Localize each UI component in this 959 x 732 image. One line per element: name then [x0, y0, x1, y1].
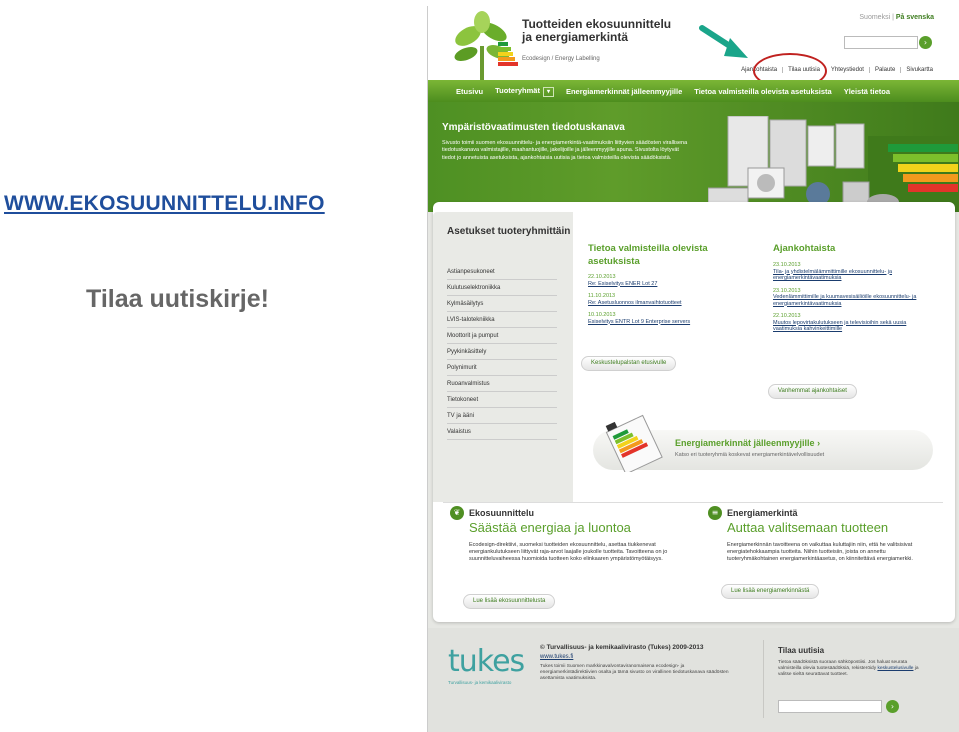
sidebar-item-cooking[interactable]: Ruoanvalmistus [447, 376, 557, 392]
subscribe-email-input[interactable] [778, 700, 882, 713]
sidebar-item-computers[interactable]: Tietokoneet [447, 392, 557, 408]
prep-link-1[interactable]: Re: Esiselvitys ENER Lot 27 [588, 280, 658, 287]
nav-home[interactable]: Etusivu [456, 86, 484, 96]
energy-scale-icon [498, 42, 518, 74]
main-content-panel [433, 202, 955, 622]
website-url-text[interactable]: WWW.EKOSUUNNITTELU.INFO [4, 192, 325, 215]
sidebar-item-tv-audio[interactable]: TV ja ääni [447, 408, 557, 424]
prep-date-1: 22.10.2013 [588, 274, 616, 280]
lang-finnish-link[interactable]: Suomeksi [859, 14, 891, 21]
chevron-right-icon: › [817, 438, 821, 448]
footer-subscribe-heading: Tilaa uutisia [778, 646, 825, 655]
site-subtitle: Ecodesign / Energy Labelling [522, 56, 600, 62]
news-link-2[interactable]: Vedenlämmittimille ja kuumavesisäiliöille ekosuunnittelu- ja energiamerkintävaatimuksia [773, 294, 917, 307]
search-go-icon[interactable]: › [919, 36, 932, 49]
news-list [773, 262, 923, 339]
news-date-2: 23.10.2013 [773, 287, 801, 294]
section-divider [443, 502, 943, 503]
footer-subscribe-text-b: ja valitse sieltä seurattavat tuotteet. [778, 666, 919, 678]
nav-product-groups[interactable] [495, 86, 554, 97]
energy-banner-subtitle: Katso eri tuoteryhmiä koskevat energiamerkintävelvollisuudet [675, 452, 825, 458]
preparation-title[interactable]: Tietoa valmisteilla olevista asetuksista [588, 243, 708, 267]
ecodesign-text: Ecodesign-direktiivi, suomeksi tuotteiden ekosuunnittelu, asettaa tiukkenevat energiankulutukseen liittyvät raja-arvot laajalle joukolle tuotteita. Tavoitteena on jo suunnitteluvaiheessa huomioida tuotteen koko elinkaaren ympäristömyötäisyys. [469, 542, 668, 562]
footer-divider [763, 640, 764, 718]
energy-banner-title [675, 438, 820, 448]
nav-general[interactable]: Yleistä tietoa [843, 86, 890, 96]
prep-date-2: 11.10.2013 [588, 293, 616, 299]
product-group-list [447, 264, 557, 440]
footer-forum-link[interactable]: keskustelusivulle [877, 666, 914, 672]
search-input[interactable] [844, 36, 918, 49]
sidebar-title: Asetukset tuoteryhmittäin [447, 226, 571, 237]
appliances-image-icon [708, 116, 958, 212]
news-date-1: 23.10.2013 [773, 262, 801, 268]
lang-swedish-link[interactable]: På svenska [895, 14, 934, 21]
sidebar-item-laundry[interactable]: Pyykinkäsittely [447, 344, 557, 360]
toplink-feedback[interactable]: Palaute [870, 67, 901, 73]
chevron-down-icon[interactable]: ▾ [543, 87, 554, 97]
hero-title: Ympäristövaatimusten tiedotuskanava [442, 122, 625, 133]
energy-scale-round-icon: ≡ [708, 506, 722, 520]
nav-energy-labels[interactable]: Energiamerkinnät jälleenmyyjille [565, 86, 683, 96]
prep-link-3[interactable]: Esiselvitys ENTR Lot 9 Enterprise servers [588, 318, 691, 325]
footer-subscribe-text-a: Tietoa säädöksistä suoraan sähköpostiisi. Jos haluat seurata valmisteilla olevia tuotesäädöksiä, rekisteröidy [778, 660, 908, 672]
nav-preparation[interactable]: Tietoa valmisteilla olevista asetuksista [694, 86, 832, 96]
annotation-arrow-icon [698, 22, 758, 62]
prep-link-2[interactable]: Re: Asetusluonnos ilmanvaihtotuotteet [588, 299, 682, 306]
sidebar-item-dishwashers[interactable]: Astianpesukoneet [447, 264, 557, 280]
news-link-3[interactable]: Muutos lepovirtakulutukseen ja televisioihin sekä uusia vaatimuksia kahvinkeittimille [773, 319, 907, 332]
news-link-1[interactable]: Tila- ja yhdistelmälämmittimille ekosuunnittelu- ja energiamerkintävaatimuksia [773, 268, 893, 281]
sidebar-item-lighting[interactable]: Valaistus [447, 424, 557, 440]
toplink-news[interactable]: Ajankohtaista [736, 67, 783, 73]
footer-tukes-link[interactable]: www.tukes.fi [540, 654, 574, 660]
toplink-contact[interactable]: Yhteystiedot [826, 67, 870, 73]
main-navigation [428, 80, 959, 102]
website-screenshot [427, 6, 959, 732]
subscribe-go-icon[interactable]: › [886, 700, 899, 713]
sidebar-item-hvac[interactable]: LVIS-talotekniikka [447, 312, 557, 328]
toplink-subscribe[interactable]: Tilaa uutisia [783, 67, 826, 73]
energylabel-subheading: Auttaa valitsemaan tuotteen [727, 520, 889, 535]
sidebar-item-motors-pumps[interactable]: Moottorit ja pumput [447, 328, 557, 344]
tukes-logo-subtitle: Turvallisuus- ja kemikaalivirasto [448, 680, 512, 685]
footer-text: Tukes toimii Suomen markkinavalvontaviranomaisena ecodesign- ja energiamerkintädirektiivien osalta ja tämä sivusto on virallinen tiedotuskanava säädösten asettamista vaatimuksista. [540, 664, 729, 682]
subscribe-prompt: Tilaa uutiskirje! [86, 285, 269, 313]
leaf-icon: ❦ [450, 506, 464, 520]
energylabel-text: Energiamerkinnän tavoitteena on vaikuttaa kuluttajiin niin, että he valitsisivat energiatehokkaampia tuotteita. Niihin tuotteisiin, joista on annettu tuoteryhmäkohtainen energiamerkintäasetus, on kiinnitettävä energiamerkki. [727, 542, 913, 562]
language-switch: Suomeksi | På svenska [859, 14, 934, 21]
prep-date-3: 10.10.2013 [588, 312, 616, 318]
energy-label-icon [603, 412, 663, 472]
energy-banner-title-text: Energiamerkinnät jälleenmyyjille [675, 438, 815, 448]
footer-copyright: © Turvallisuus- ja kemikaalivirasto (Tukes) 2009-2013 [540, 644, 704, 651]
preparation-list [588, 274, 748, 331]
sidebar-item-consumer-electronics[interactable]: Kulutuselektroniikka [447, 280, 557, 296]
energylabel-heading: Energiamerkintä [727, 508, 798, 518]
ecodesign-subheading: Säästää energiaa ja luontoa [469, 520, 631, 535]
site-header [428, 6, 959, 80]
ecodesign-read-more-button[interactable]: Lue lisää ekosuunnittelusta [463, 594, 555, 609]
tukes-logo[interactable]: tukes [448, 644, 525, 679]
toplink-sitemap[interactable]: Sivukartta [906, 67, 933, 73]
site-title[interactable]: Tuotteiden ekosuunnittelu ja energiamerkintä [522, 17, 672, 44]
hero-text: Sivusto toimii suomen ekosuunnittelu- ja energiamerkintä-vaatimuksiin liittyvien säädösten virallisena tiedotuskanava valmistajille, maahantuojille, jakelijoille ja jälleenmyyjille apuna. Sivustolta löytyvät tiedot jo annetuista asetuksista, ajankohtaisia uutisia ja tietoa valmisteilla olevista säädöksistä. [442, 140, 688, 161]
hero-banner [428, 102, 959, 212]
forum-home-button[interactable]: Keskustelupalstan etusivulle [581, 356, 676, 371]
news-date-3: 22.10.2013 [773, 313, 801, 319]
sidebar-item-cold-storage[interactable]: Kylmäsäilytys [447, 296, 557, 312]
footer-subscribe-text [778, 660, 928, 679]
nav-product-groups-label: Tuoteryhmät [495, 85, 540, 95]
site-footer [428, 628, 959, 732]
sidebar-item-vacuums[interactable]: Polynimurit [447, 360, 557, 376]
energylabel-read-more-button[interactable]: Lue lisää energiamerkinnästä [721, 584, 819, 599]
ecodesign-heading: Ekosuunnittelu [469, 508, 534, 518]
product-group-sidebar [433, 212, 573, 502]
news-title[interactable]: Ajankohtaista [773, 243, 836, 254]
older-news-button[interactable]: Vanhemmat ajankohtaiset [768, 384, 857, 399]
